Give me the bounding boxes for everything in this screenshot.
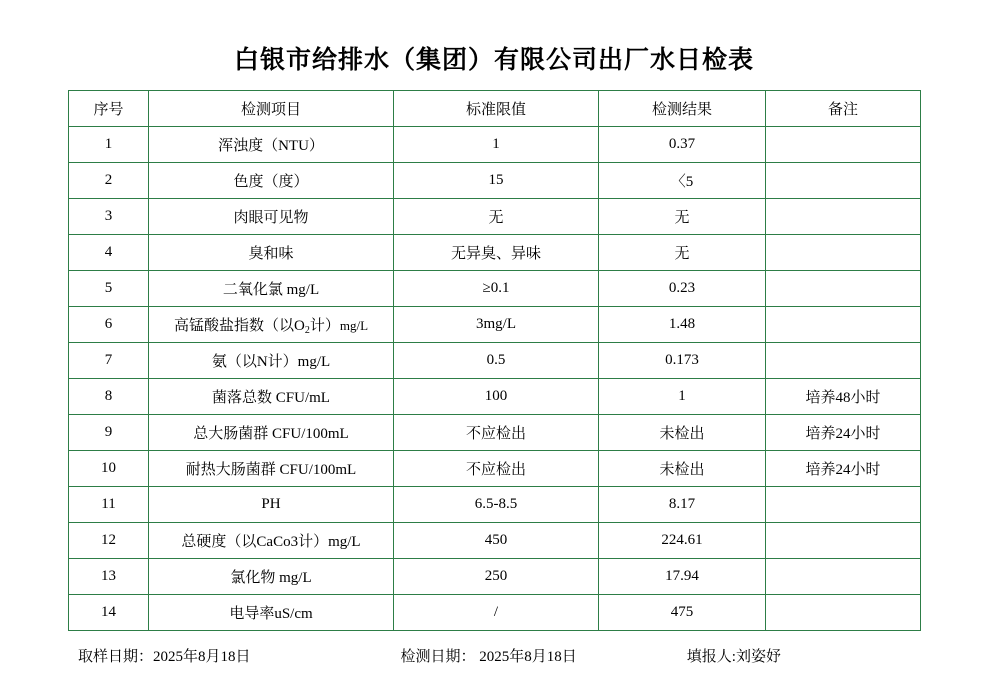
cell-result: 224.61 <box>599 523 766 559</box>
cell-no: 13 <box>69 559 149 595</box>
table-row <box>69 379 921 415</box>
cell-result: 17.94 <box>599 559 766 595</box>
cell-item: 总大肠菌群 CFU/100mL <box>149 415 394 451</box>
cell-remark <box>766 199 921 235</box>
reporter: 填报人:刘姿妤 <box>686 649 781 665</box>
cell-no: 3 <box>69 199 149 235</box>
cell-limit: 无 <box>394 199 599 235</box>
cell-no: 5 <box>69 271 149 307</box>
table-header-row <box>69 91 921 127</box>
header-cell-no: 序号 <box>69 91 149 127</box>
cell-limit: 6.5-8.5 <box>394 487 599 523</box>
cell-no: 14 <box>69 595 149 631</box>
cell-no: 6 <box>69 307 149 343</box>
cell-result: 未检出 <box>599 451 766 487</box>
test-date: 检测日期： 2025年8月18日 <box>400 649 577 665</box>
table-row <box>69 199 921 235</box>
cell-remark: 培养48小时 <box>766 379 921 415</box>
cell-no: 4 <box>69 235 149 271</box>
cell-item: 菌落总数 CFU/mL <box>149 379 394 415</box>
table-row <box>69 235 921 271</box>
header-cell-item: 检测项目 <box>149 91 394 127</box>
table-row <box>69 487 921 523</box>
cell-limit: ≥0.1 <box>394 271 599 307</box>
cell-item: PH <box>149 487 394 523</box>
table-row <box>69 523 921 559</box>
cell-limit: 15 <box>394 163 599 199</box>
table-row <box>69 271 921 307</box>
cell-limit: 250 <box>394 559 599 595</box>
cell-remark <box>766 235 921 271</box>
cell-item: 耐热大肠菌群 CFU/100mL <box>149 451 394 487</box>
table-header <box>69 91 921 127</box>
header-cell-result: 检测结果 <box>599 91 766 127</box>
cell-no: 12 <box>69 523 149 559</box>
cell-item: 高锰酸盐指数（以$O_2$计）mg/L <box>149 307 394 343</box>
cell-result: 1 <box>599 379 766 415</box>
table-container <box>0 90 988 631</box>
cell-no: 7 <box>69 343 149 379</box>
cell-item: 电导率uS/cm <box>149 595 394 631</box>
cell-remark <box>766 163 921 199</box>
cell-no: 11 <box>69 487 149 523</box>
cell-result: 〈5 <box>599 163 766 199</box>
header-cell-remark: 备注 <box>766 91 921 127</box>
cell-result: 无 <box>599 199 766 235</box>
cell-item: 色度（度） <box>149 163 394 199</box>
table-row <box>69 595 921 631</box>
cell-remark <box>766 127 921 163</box>
cell-limit: 3mg/L <box>394 307 599 343</box>
table-row <box>69 451 921 487</box>
table-body <box>69 127 921 631</box>
cell-remark <box>766 487 921 523</box>
table-row <box>69 127 921 163</box>
cell-remark <box>766 523 921 559</box>
cell-remark: 培养24小时 <box>766 451 921 487</box>
cell-no: 2 <box>69 163 149 199</box>
cell-no: 10 <box>69 451 149 487</box>
cell-item: 总硬度（以CaCo3计）mg/L <box>149 523 394 559</box>
cell-limit: 1 <box>394 127 599 163</box>
header-cell-limit: 标准限值 <box>394 91 599 127</box>
cell-no: 9 <box>69 415 149 451</box>
table-row <box>69 343 921 379</box>
table-row <box>69 559 921 595</box>
cell-item: 氯化物 mg/L <box>149 559 394 595</box>
cell-item: 二氧化氯 mg/L <box>149 271 394 307</box>
cell-result: 无 <box>599 235 766 271</box>
cell-limit: 不应检出 <box>394 451 599 487</box>
cell-limit: 不应检出 <box>394 415 599 451</box>
cell-limit: 100 <box>394 379 599 415</box>
cell-limit: 无异臭、异味 <box>394 235 599 271</box>
cell-no: 8 <box>69 379 149 415</box>
page-title: 白银市给排水（集团）有限公司出厂水日检表 <box>233 47 754 74</box>
cell-item: 氨（以N计）mg/L <box>149 343 394 379</box>
cell-remark <box>766 559 921 595</box>
cell-item: 臭和味 <box>149 235 394 271</box>
table-row <box>69 163 921 199</box>
water-quality-table <box>68 90 921 631</box>
cell-remark: 培养24小时 <box>766 415 921 451</box>
cell-result: 0.23 <box>599 271 766 307</box>
cell-limit: 450 <box>394 523 599 559</box>
sample-date: 取样日期：2025年8月18日 <box>78 649 251 665</box>
cell-result: 0.37 <box>599 127 766 163</box>
cell-result: 475 <box>599 595 766 631</box>
cell-remark <box>766 595 921 631</box>
cell-result: 8.17 <box>599 487 766 523</box>
cell-remark <box>766 343 921 379</box>
cell-result: 0.173 <box>599 343 766 379</box>
cell-remark <box>766 307 921 343</box>
cell-result: 1.48 <box>599 307 766 343</box>
cell-item: 肉眼可见物 <box>149 199 394 235</box>
cell-item: 浑浊度（NTU） <box>149 127 394 163</box>
cell-result: 未检出 <box>599 415 766 451</box>
cell-remark <box>766 271 921 307</box>
cell-no: 1 <box>69 127 149 163</box>
cell-limit: / <box>394 595 599 631</box>
table-row <box>69 307 921 343</box>
footer <box>0 631 988 666</box>
table-row <box>69 415 921 451</box>
cell-limit: 0.5 <box>394 343 599 379</box>
